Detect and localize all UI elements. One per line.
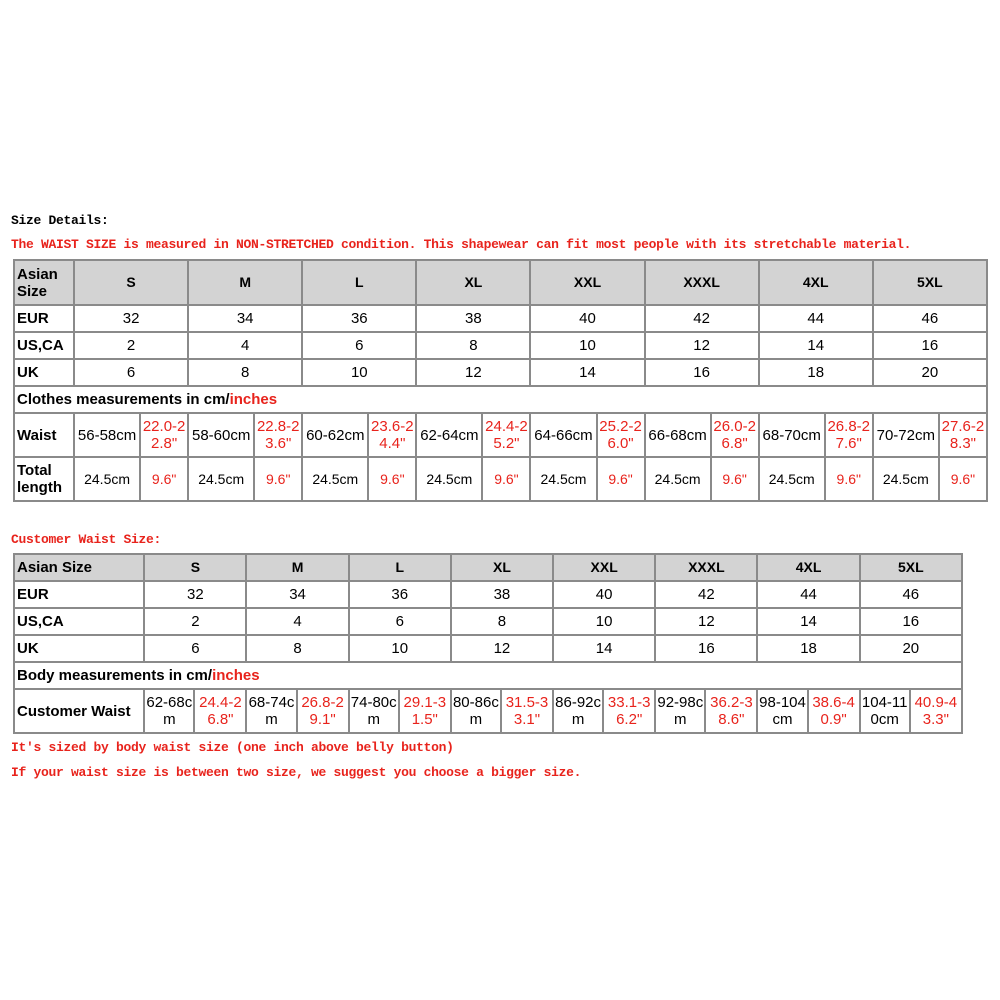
length-cm: 24.5cm <box>74 457 140 501</box>
waist-inches: 26.0-26.8" <box>711 413 759 457</box>
size-value: 40 <box>530 305 644 332</box>
row-label: UK <box>14 359 74 386</box>
size-xxl: XXL <box>530 260 644 305</box>
size-value: 4 <box>246 608 348 635</box>
waist-inches: 22.8-23.6" <box>254 413 302 457</box>
row-us-ca <box>14 608 962 635</box>
waist-cm: 68-74cm <box>246 689 296 733</box>
length-inches: 9.6" <box>939 457 987 501</box>
asian-size-label: Asian Size <box>14 554 144 581</box>
size-value: 6 <box>302 332 416 359</box>
waist-cm: 86-92cm <box>553 689 603 733</box>
size-value: 20 <box>860 635 962 662</box>
row-eur <box>14 581 962 608</box>
length-row <box>14 457 987 501</box>
length-cm: 24.5cm <box>302 457 368 501</box>
waist-cm: 66-68cm <box>645 413 711 457</box>
asian-size-label: Asian Size <box>14 260 74 305</box>
size-value: 2 <box>74 332 188 359</box>
size-value: 10 <box>530 332 644 359</box>
size-value: 10 <box>349 635 451 662</box>
row-label: EUR <box>14 305 74 332</box>
size-value: 46 <box>860 581 962 608</box>
size-value: 14 <box>530 359 644 386</box>
waist-cm: 70-72cm <box>873 413 939 457</box>
size-value: 6 <box>349 608 451 635</box>
length-inches: 9.6" <box>597 457 645 501</box>
waist-cm: 62-68cm <box>144 689 194 733</box>
row-uk <box>14 635 962 662</box>
size-l: L <box>349 554 451 581</box>
waist-cm: 58-60cm <box>188 413 254 457</box>
size-xl: XL <box>416 260 530 305</box>
length-inches: 9.6" <box>711 457 759 501</box>
size-details-title: Size Details: <box>11 213 109 228</box>
length-label: Total length <box>14 457 74 501</box>
row-us-ca <box>14 332 987 359</box>
waist-label: Customer Waist <box>14 689 144 733</box>
size-value: 6 <box>144 635 246 662</box>
size-value: 44 <box>757 581 859 608</box>
waist-cm: 56-58cm <box>74 413 140 457</box>
size-header-row <box>14 554 962 581</box>
waist-condition-note: The WAIST SIZE is measured in NON-STRETCHED condition. This shapewear can fit most people with its stretchable material. <box>11 237 912 252</box>
measurement-section-row <box>14 386 987 413</box>
length-inches: 9.6" <box>140 457 188 501</box>
customer-waist-title: Customer Waist Size: <box>11 532 162 547</box>
section-inches: inches <box>229 391 278 408</box>
size-value: 34 <box>188 305 302 332</box>
waist-cm: 80-86cm <box>451 689 501 733</box>
customer-waist-table <box>13 553 963 734</box>
size-s: S <box>74 260 188 305</box>
waist-cm: 104-110cm <box>860 689 910 733</box>
waist-cm: 64-66cm <box>530 413 596 457</box>
waist-inches: 33.1-36.2" <box>603 689 655 733</box>
size-value: 12 <box>645 332 759 359</box>
size-value: 12 <box>655 608 757 635</box>
waist-cm: 92-98cm <box>655 689 705 733</box>
length-cm: 24.5cm <box>530 457 596 501</box>
size-5xl: 5XL <box>860 554 962 581</box>
size-xxl: XXL <box>553 554 655 581</box>
measurement-section-title <box>14 662 962 689</box>
size-value: 16 <box>860 608 962 635</box>
length-inches: 9.6" <box>368 457 416 501</box>
size-value: 18 <box>757 635 859 662</box>
size-value: 6 <box>74 359 188 386</box>
length-cm: 24.5cm <box>188 457 254 501</box>
size-xxxl: XXXL <box>645 260 759 305</box>
waist-inches: 26.8-27.6" <box>825 413 873 457</box>
waist-inches: 24.4-25.2" <box>482 413 530 457</box>
size-value: 44 <box>759 305 873 332</box>
waist-inches: 24.4-26.8" <box>194 689 246 733</box>
size-value: 16 <box>873 332 987 359</box>
length-inches: 9.6" <box>482 457 530 501</box>
length-cm: 24.5cm <box>416 457 482 501</box>
length-cm: 24.5cm <box>873 457 939 501</box>
length-cm: 24.5cm <box>645 457 711 501</box>
size-value: 8 <box>188 359 302 386</box>
size-s: S <box>144 554 246 581</box>
length-inches: 9.6" <box>825 457 873 501</box>
row-label: US,CA <box>14 608 144 635</box>
size-value: 8 <box>451 608 553 635</box>
size-value: 36 <box>349 581 451 608</box>
size-4xl: 4XL <box>759 260 873 305</box>
size-value: 8 <box>416 332 530 359</box>
clothes-size-table <box>13 259 988 502</box>
waist-inches: 25.2-26.0" <box>597 413 645 457</box>
size-value: 20 <box>873 359 987 386</box>
row-label: UK <box>14 635 144 662</box>
between-sizes-note: If your waist size is between two size, we suggest you choose a bigger size. <box>11 765 582 780</box>
size-value: 4 <box>188 332 302 359</box>
size-value: 14 <box>759 332 873 359</box>
length-cm: 24.5cm <box>759 457 825 501</box>
waist-row <box>14 689 962 733</box>
size-value: 38 <box>451 581 553 608</box>
size-value: 2 <box>144 608 246 635</box>
waist-inches: 31.5-33.1" <box>501 689 553 733</box>
size-value: 40 <box>553 581 655 608</box>
size-value: 38 <box>416 305 530 332</box>
size-4xl: 4XL <box>757 554 859 581</box>
size-value: 32 <box>74 305 188 332</box>
size-value: 42 <box>655 581 757 608</box>
waist-row <box>14 413 987 457</box>
size-xl: XL <box>451 554 553 581</box>
size-value: 42 <box>645 305 759 332</box>
size-value: 36 <box>302 305 416 332</box>
size-value: 12 <box>416 359 530 386</box>
size-value: 10 <box>553 608 655 635</box>
measurement-section-title <box>14 386 987 413</box>
row-uk <box>14 359 987 386</box>
measurement-section-row <box>14 662 962 689</box>
size-value: 8 <box>246 635 348 662</box>
size-m: M <box>246 554 348 581</box>
size-value: 18 <box>759 359 873 386</box>
waist-inches: 40.9-43.3" <box>910 689 962 733</box>
size-header-row <box>14 260 987 305</box>
size-value: 16 <box>655 635 757 662</box>
section-prefix: Clothes measurements in cm/ <box>17 391 230 408</box>
row-eur <box>14 305 987 332</box>
waist-inches: 27.6-28.3" <box>939 413 987 457</box>
size-value: 32 <box>144 581 246 608</box>
sizing-method-note: It's sized by body waist size (one inch above belly button) <box>11 740 454 755</box>
size-value: 12 <box>451 635 553 662</box>
waist-cm: 62-64cm <box>416 413 482 457</box>
waist-cm: 74-80cm <box>349 689 399 733</box>
waist-inches: 22.0-22.8" <box>140 413 188 457</box>
size-value: 46 <box>873 305 987 332</box>
section-inches: inches <box>212 667 260 684</box>
waist-inches: 29.1-31.5" <box>399 689 451 733</box>
size-xxxl: XXXL <box>655 554 757 581</box>
row-label: EUR <box>14 581 144 608</box>
waist-inches: 38.6-40.9" <box>808 689 860 733</box>
row-label: US,CA <box>14 332 74 359</box>
size-value: 10 <box>302 359 416 386</box>
waist-cm: 60-62cm <box>302 413 368 457</box>
size-5xl: 5XL <box>873 260 987 305</box>
waist-inches: 23.6-24.4" <box>368 413 416 457</box>
waist-cm: 98-104cm <box>757 689 807 733</box>
size-value: 14 <box>757 608 859 635</box>
waist-inches: 36.2-38.6" <box>705 689 757 733</box>
size-value: 14 <box>553 635 655 662</box>
size-l: L <box>302 260 416 305</box>
section-prefix: Body measurements in cm/ <box>17 667 213 684</box>
size-value: 16 <box>645 359 759 386</box>
waist-cm: 68-70cm <box>759 413 825 457</box>
waist-label: Waist <box>14 413 74 457</box>
size-m: M <box>188 260 302 305</box>
size-value: 34 <box>246 581 348 608</box>
waist-inches: 26.8-29.1" <box>297 689 349 733</box>
length-inches: 9.6" <box>254 457 302 501</box>
